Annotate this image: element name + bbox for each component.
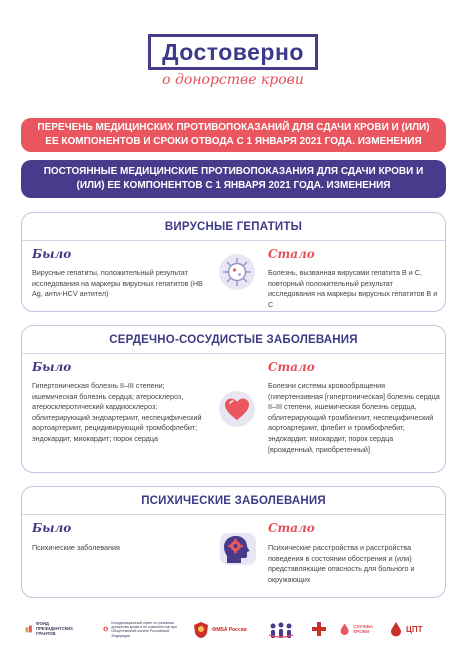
became-label: Стало [268, 247, 315, 261]
became-text: Болезни системы кровообращения (гипертензивная [гипертоническая] болезнь сердца II–III степени, ишемическая болезнь сердца, облитерирующий тромбангиит, неспецифический аортоартериит, флебит и тромбофлебит, эндокардит, миокардит, порок сердца [врожденный, приобретенный] [268, 381, 440, 454]
partner-logos [21, 615, 446, 651]
section-cardiovascular [21, 325, 446, 473]
became-text: Психические расстройства и расстройства поведения в состоянии обострения и (или) представляющие опасность для больного и окружающих [268, 543, 415, 584]
blood-service-logo: СЛУЖБА КРОВИ [339, 621, 383, 637]
fmba-logo: ФМБА России [193, 621, 255, 639]
people-logo [267, 621, 303, 639]
was-label: Было [32, 360, 72, 374]
banner-permanent-contraindications: ПОСТОЯННЫЕ МЕДИЦИНСКИЕ ПРОТИВОПОКАЗАНИЯ ДЛЯ СДАЧИ КРОВИ И (ИЛИ) ЕЕ КОМПОНЕНТОВ С 1 ЯНВАРЯ 2021 ГОДА. ИЗМЕНЕНИЯ [21, 160, 446, 198]
was-label: Было [32, 521, 72, 535]
section-hepatitis [21, 212, 446, 312]
section-title: СЕРДЕЧНО-СОСУДИСТЫЕ ЗАБОЛЕВАНИЯ [22, 326, 445, 354]
was-text: Психические заболевания [32, 543, 120, 552]
was-text: Гипертоническая болезнь II–III степени; ишемическая болезнь сердца; атеросклероз, атеросклеротический кардиосклероз; облитерирующий эндоартериит, неспецифический аортоартериит, рецидивирующий тромбофлебит; эндокардит, миокардит; порок сердца [32, 381, 202, 443]
banner-contraindications-list: ПЕРЕЧЕНЬ МЕДИЦИНСКИХ ПРОТИВОПОКАЗАНИЙ ДЛЯ СДАЧИ КРОВИ И (ИЛИ) ЕЕ КОМПОНЕНТОВ И СРОКИ ОТВОДА С 1 ЯНВАРЯ 2021 ГОДА. ИЗМЕНЕНИЯ [21, 118, 446, 152]
became-text: Болезнь, вызванная вирусами гепатита B и C, повторный положительный результат исследования на маркеры вирусных гепатитов B и C [268, 268, 438, 309]
cross-logo [311, 621, 333, 637]
became-label: Стало [268, 521, 315, 535]
page-subtitle: о донорстве крови [162, 72, 304, 88]
heart-icon [218, 390, 256, 433]
cpt-logo: ЦПТ [389, 621, 445, 637]
logo-box [148, 34, 318, 70]
section-title: ВИРУСНЫЕ ГЕПАТИТЫ [22, 213, 445, 241]
virus-icon [218, 253, 256, 296]
page-title: Достоверно [162, 38, 304, 65]
council-logo: Координационный совет по развитию донорства крови и ее компонентов при Общественной палате Российской Федерации [103, 621, 181, 638]
became-label: Стало [268, 360, 315, 374]
fund-logo: ФОНД ПРЕЗИДЕНТСКИХ ГРАНТОВ [25, 621, 77, 636]
head-gear-icon [218, 529, 258, 574]
was-label: Было [32, 247, 72, 261]
section-mental [21, 486, 446, 598]
was-text: Вирусные гепатиты, положительный результат исследования на маркеры вирусных гепатитов (HB Ag, анти-HCV антител) [32, 268, 203, 299]
section-title: ПСИХИЧЕСКИЕ ЗАБОЛЕВАНИЯ [22, 487, 445, 515]
